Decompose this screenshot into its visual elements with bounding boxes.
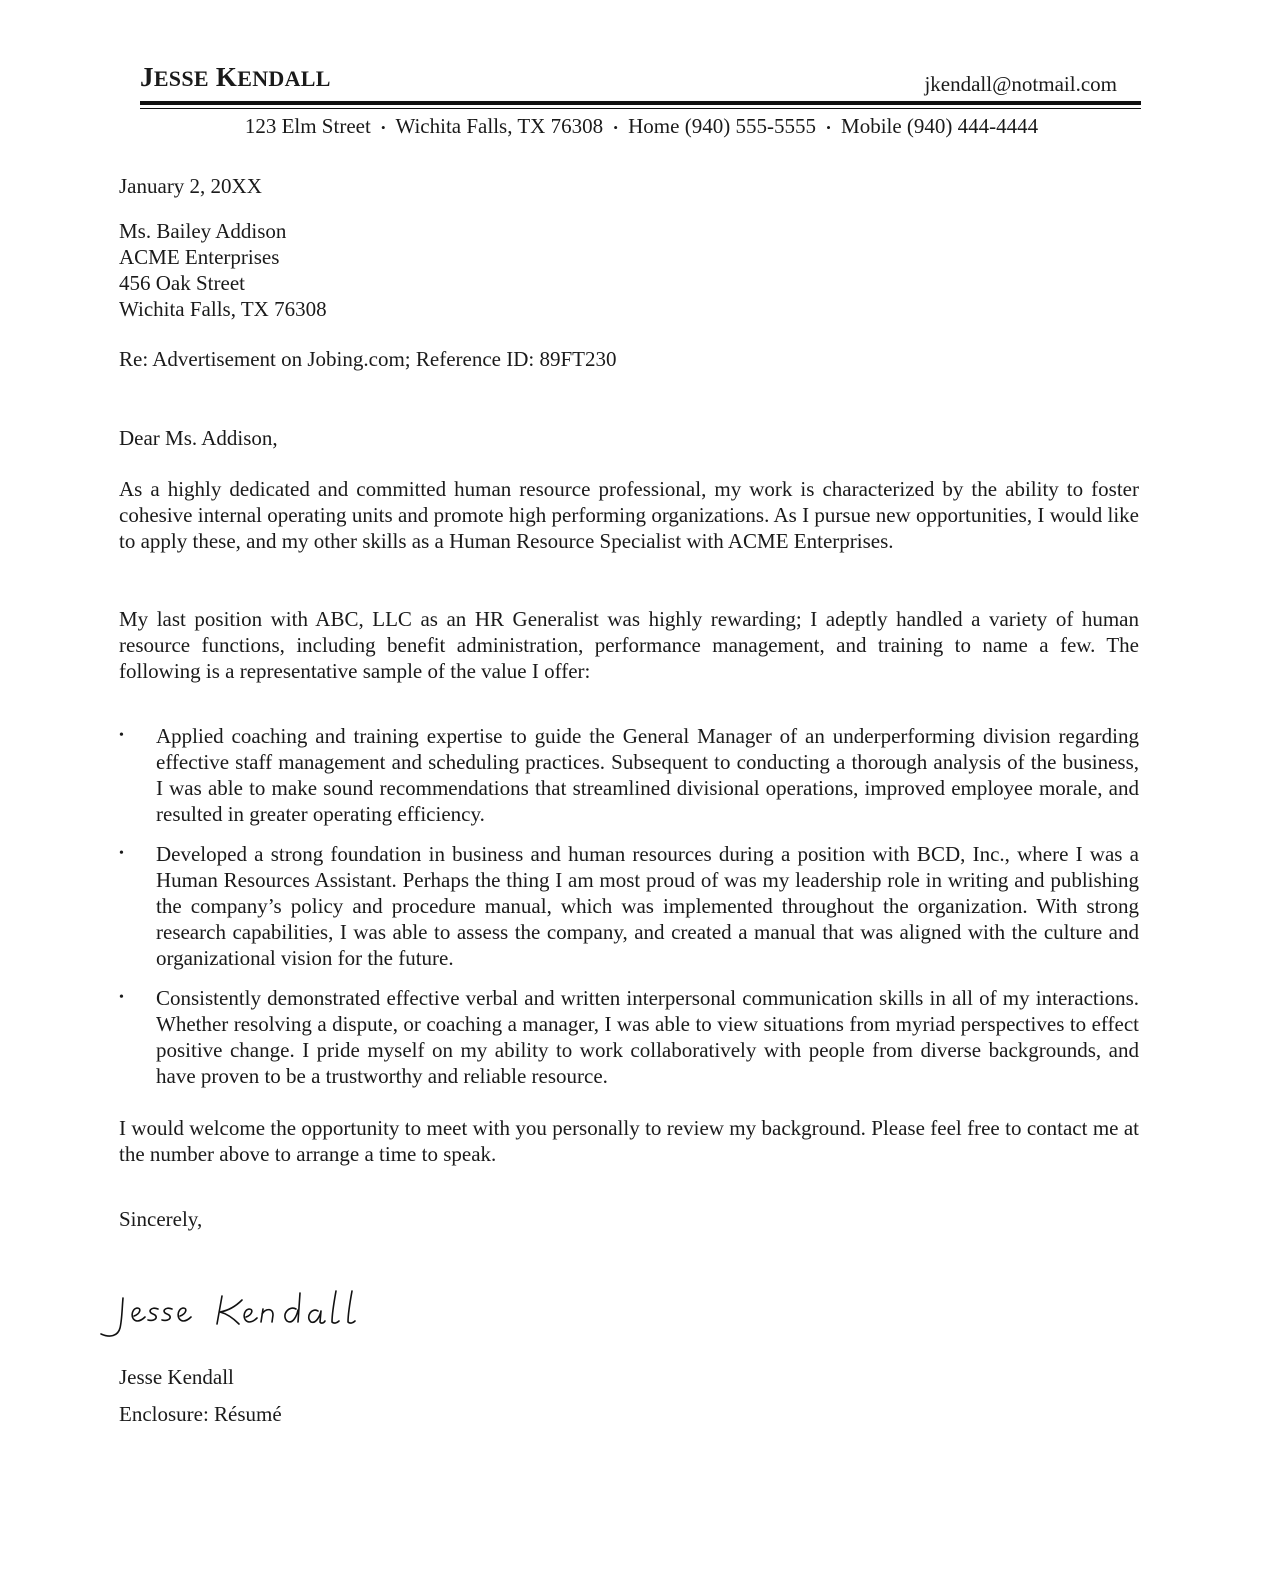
bullet-text: Developed a strong foundation in business and human resources during a position with BCD, Inc., where I was a Human Resources Assistant. Perhaps the thing I am most proud of was my leadership role in writing and publishing the company’s policy and procedure manual, which was implemented throughout the organization. With strong research capabilities, I was able to assess the company, and created a manual that was aligned with the culture and organizational vision for the future. [156, 842, 1139, 970]
bullet-text: Applied coaching and training expertise to guide the General Manager of an underperforming division regarding effective staff management and scheduling practices. Subsequent to conducting a thorough analysis of the business, I was able to make sound recommendations that streamlined divisional operations, improved employee morale, and resulted in greater operating efficiency. [156, 724, 1139, 826]
separator-dot: • [613, 120, 618, 136]
name-last-rest: ENDALL [237, 66, 331, 91]
enclosure-note: Enclosure: Résumé [119, 1402, 282, 1426]
separator-dot: • [381, 120, 386, 136]
sender-contact-line [0, 114, 1275, 139]
bullet-mark: • [119, 728, 124, 743]
reference-line: Re: Advertisement on Jobing.com; Reference ID: 89FT230 [119, 347, 617, 371]
sender-home-phone: Home (940) 555-5555 [628, 114, 816, 138]
recipient-company: ACME Enterprises [119, 245, 280, 269]
handwritten-signature-image [96, 1284, 386, 1344]
paragraph-intro: As a highly dedicated and committed human resource professional, my work is characterized by the ability to foster cohesive internal operating units and promote high performing organizations. As I pursue new opportunities, I would like to apply these, and my other skills as a Human Resource Specialist with ACME Enterprises. [119, 477, 1139, 553]
sender-street: 123 Elm Street [244, 114, 371, 138]
salutation: Dear Ms. Addison, [119, 426, 278, 450]
recipient-name: Ms. Bailey Addison [119, 219, 287, 243]
sender-mobile-phone: Mobile (940) 444-4444 [841, 114, 1039, 138]
sender-name-heading [140, 64, 331, 91]
recipient-city: Wichita Falls, TX 76308 [119, 297, 327, 321]
header-rule-thick [140, 101, 1141, 105]
list-item [119, 841, 1139, 971]
letter-date: January 2, 20XX [119, 174, 262, 198]
header-rule-thin [140, 108, 1141, 109]
recipient-block [119, 218, 1139, 322]
sign-off: Sincerely, [119, 1207, 203, 1231]
name-first-rest: ESSE [153, 66, 209, 91]
paragraph-experience: My last position with ABC, LLC as an HR Generalist was highly rewarding; I adeptly handled a variety of human resource functions, including benefit administration, performance management, and training to name a few. The following is a representative sample of the value I offer: [119, 607, 1139, 683]
list-item [119, 985, 1139, 1089]
typed-sender-name: Jesse Kendall [119, 1365, 234, 1389]
value-bullet-list [119, 723, 1139, 1103]
name-last-initial: K [215, 62, 238, 92]
bullet-text: Consistently demonstrated effective verbal and written interpersonal communication skills in all of my interactions. Whether resolving a dispute, or coaching a manager, I was able to view situations from myriad perspectives to effect positive change. I pride myself on my ability to work collaboratively with people from diverse backgrounds, and have proven to be a trustworthy and reliable resource. [156, 986, 1139, 1088]
recipient-street: 456 Oak Street [119, 271, 245, 295]
paragraph-closing: I would welcome the opportunity to meet with you personally to review my background. Please feel free to contact me at the number above to arrange a time to speak. [119, 1116, 1139, 1166]
list-item [119, 723, 1139, 827]
bullet-mark: • [119, 846, 124, 861]
sender-email: jkendall@notmail.com [924, 72, 1117, 96]
sender-city: Wichita Falls, TX 76308 [395, 114, 604, 138]
bullet-mark: • [119, 990, 124, 1005]
name-first-initial: J [140, 62, 154, 92]
separator-dot: • [826, 120, 831, 136]
